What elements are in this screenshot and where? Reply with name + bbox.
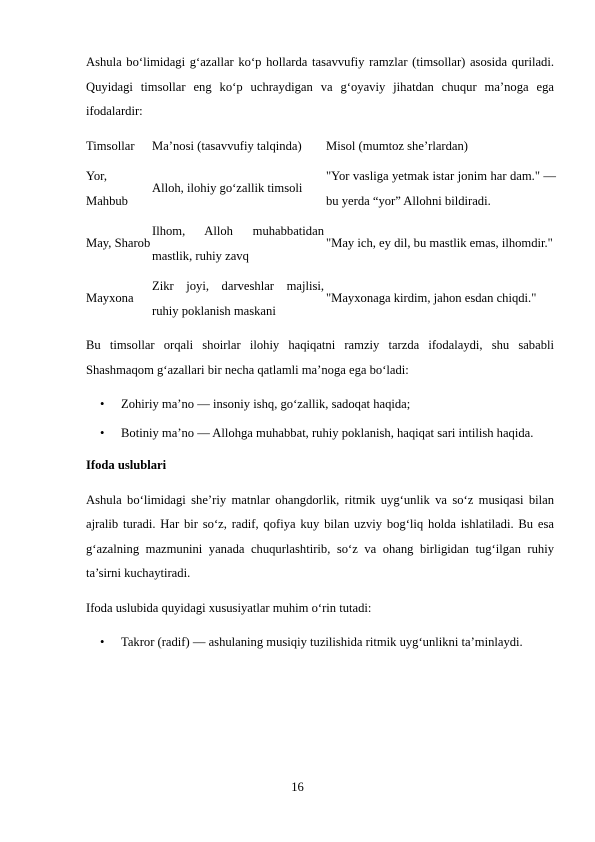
table-cell-example: "Mayxonaga kirdim, jahon esdan chiqdi." [326, 291, 537, 306]
page-number: 16 [291, 780, 304, 794]
list-item-text: Takror (radif) — ashulaning musiqiy tuzilishida ritmik uyg‘unlikni ta’minlaydi. [121, 635, 523, 649]
table-cell-symbol: May, Sharob [86, 236, 151, 251]
table-row [86, 164, 556, 213]
list-item-text: Botiniy ma’no — Allohga muhabbat, ruhiy poklanish, haqiqat sari intilish haqida. [121, 425, 534, 440]
table-cell-example: "Yor vasliga yetmak istar jonim har dam." — bu yerda “yor” Allohni bildiradi. [326, 169, 556, 208]
table-header-meaning: Ma’nosi (tasavvufiy talqinda) [152, 138, 302, 153]
list-item [86, 630, 554, 655]
table-row [86, 213, 556, 268]
table-cell-symbol: Yor, Mahbub [86, 169, 128, 208]
after-table-paragraph: Bu timsollar orqali shoirlar ilohiy haqiqatni ramziy tarzda ifodalaydi, shu sababli Shashmaqom g‘azallari bir necha qatlamli ma’noga ega bo‘ladi: [86, 338, 554, 377]
table-header-example: Misol (mumtoz she’rlardan) [326, 138, 468, 153]
section-heading: Ifoda uslublari [86, 458, 167, 472]
section-paragraph: Ashula bo‘limidagi she’riy matnlar ohangdorlik, ritmik uyg‘unlik va so‘z musiqasi bilan ajralib turadi. Har bir so‘z, radif, qofiya kuy bilan uzviy bog‘liq holda ishlatiladi. Bu esa g‘azalning mazmunini yanada chuqurlashtirib, so‘z va ohang birligidan tug‘ilgan ruhiy ta’sirni kuchaytiradi. [86, 492, 554, 580]
feature-bullet-list [86, 630, 554, 655]
list-item-text: Zohiriy ma’no — insoniy ishq, go‘zallik, sadoqat haqida; [121, 397, 411, 411]
table-cell-symbol: Mayxona [86, 291, 134, 306]
list-item [86, 392, 554, 417]
table-header-row [86, 134, 556, 165]
symbols-table [86, 134, 556, 324]
table-row [86, 268, 556, 323]
bullet-icon: • [100, 635, 105, 649]
table-cell-meaning: Ilhom, Alloh muhabbatidan mastlik, ruhiy zavq [152, 224, 324, 263]
document-page [86, 50, 554, 659]
list-item [86, 421, 554, 446]
table-cell-example: "May ich, ey dil, bu mastlik emas, ilhomdir." [326, 236, 553, 251]
meaning-bullet-list [86, 392, 554, 445]
bullet-icon: • [100, 397, 105, 411]
table-cell-meaning: Alloh, ilohiy go‘zallik timsoli [152, 181, 303, 196]
bullet-icon: • [100, 425, 105, 440]
features-intro-paragraph: Ifoda uslubida quyidagi xususiyatlar muhim o‘rin tutadi: [86, 600, 372, 615]
intro-paragraph: Ashula bo‘limidagi g‘azallar ko‘p hollarda tasavvufiy ramzlar (timsollar) asosida quriladi. Quyidagi timsollar eng ko‘p uchraydigan va g‘oyaviy jihatdan chuqur ma’noga ega ifodalardir: [86, 55, 554, 118]
table-header-symbol: Timsollar [86, 138, 135, 153]
table-cell-meaning: Zikr joyi, darveshlar majlisi, ruhiy poklanish maskani [152, 279, 324, 318]
